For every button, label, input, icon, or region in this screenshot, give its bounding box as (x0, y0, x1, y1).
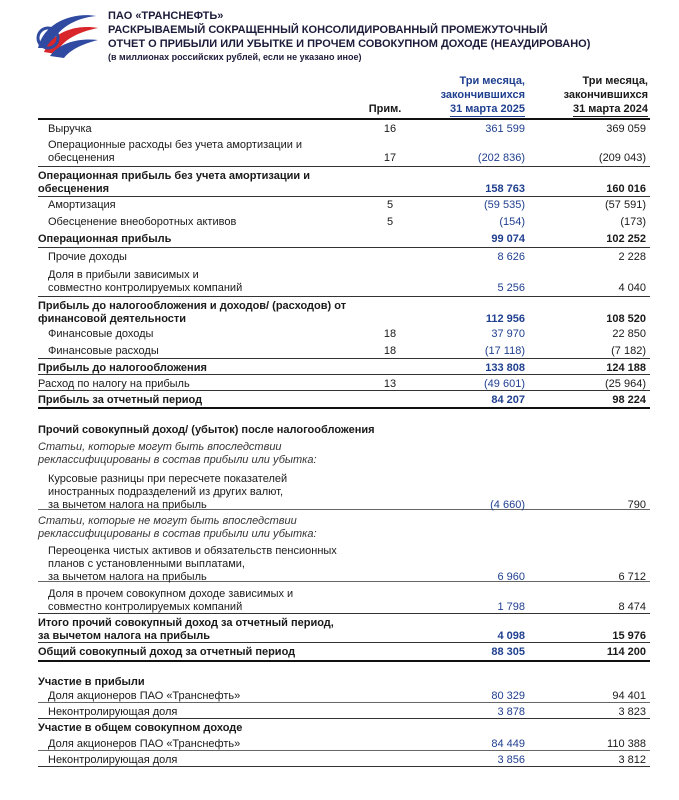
row-label-line: Выручка (48, 123, 92, 135)
row-label-line: Финансовые доходы (48, 328, 154, 340)
value-2025: (17 118) (484, 345, 525, 357)
value-2025: 5 256 (497, 282, 525, 294)
report-title-line2: ОТЧЕТ О ПРИБЫЛИ ИЛИ УБЫТКЕ И ПРОЧЕМ СОВОКУПНОМ ДОХОДЕ (НЕАУДИРОВАНО) (108, 38, 591, 50)
value-2025: (154) (499, 216, 525, 228)
value-2025: 84 207 (491, 394, 525, 406)
value-2025: 80 329 (491, 690, 525, 702)
value-2024: 114 200 (606, 646, 646, 658)
row-label (48, 690, 240, 703)
row-label-line: за вычетом налога на прибыль (48, 571, 207, 583)
value-2024: 790 (627, 499, 646, 511)
company-name: ПАО «ТРАНСНЕФТЬ» (108, 10, 224, 22)
column-header-2024-line3: 31 марта 2024 (572, 103, 648, 115)
value-2025: 1 798 (497, 601, 525, 613)
row-label-line: совместно контролируемых компаний (48, 282, 243, 294)
row-label-line: Неконтролирующая доля (48, 706, 178, 718)
row-divider (38, 660, 650, 662)
row-divider (38, 407, 650, 409)
row-label (48, 345, 159, 358)
row-label-line: Прибыль до налогообложения и доходов/ (расходов) от (38, 300, 347, 312)
row-label-line: реклассифицированы в состав прибыли или убытка: (38, 454, 317, 466)
value-2024: 124 188 (606, 362, 646, 374)
row-label-line: Участие в общем совокупном доходе (38, 722, 243, 734)
row-label (38, 515, 317, 541)
value-2025: 88 305 (491, 646, 525, 658)
value-2024: (173) (620, 216, 646, 228)
value-2024: 160 016 (606, 183, 646, 195)
value-2024: 110 388 (607, 738, 646, 750)
row-label (48, 139, 302, 165)
row-label-line: Неконтролирующая доля (48, 754, 178, 766)
row-label (38, 362, 207, 375)
value-2025: 99 074 (491, 233, 525, 245)
row-label (48, 473, 287, 512)
value-2024: 8 474 (618, 601, 646, 613)
row-label-line: Итого прочий совокупный доход за отчетный период, (38, 617, 334, 629)
row-divider (38, 196, 650, 197)
value-2024: 4 040 (618, 282, 646, 294)
value-2024: 3 823 (618, 706, 646, 718)
value-2024: (7 182) (611, 345, 646, 357)
value-2024: 98 224 (612, 394, 646, 406)
column-header-2025-line2: закончившихся (440, 89, 525, 101)
row-label (48, 269, 242, 295)
row-label-line: Прочий совокупный доход/ (убыток) после налогообложения (38, 424, 375, 436)
value-2025: 361 599 (485, 123, 525, 135)
row-label-line: Общий совокупный доход за отчетный период (38, 646, 296, 658)
column-header-2024 (540, 74, 648, 117)
row-divider (38, 247, 650, 248)
row-label (48, 588, 293, 614)
row-label (38, 300, 346, 326)
value-2025: 112 956 (485, 313, 525, 325)
row-label-line: Участие в прибыли (38, 676, 145, 688)
value-2025: (202 836) (477, 152, 525, 164)
column-header-2024-line1: Три месяца, (582, 75, 648, 87)
row-divider (38, 166, 650, 167)
row-label-line: Прибыль за отчетный период (38, 394, 203, 406)
value-2024: (209 043) (598, 152, 646, 164)
row-label-line: Статьи, которые не могут быть впоследствии (38, 515, 297, 527)
value-2025: 6 960 (497, 571, 525, 583)
units-note: (в миллионах российских рублей, если не указано иное) (108, 52, 362, 62)
value-2024: 3 812 (618, 754, 646, 766)
value-2024: (57 591) (605, 199, 646, 211)
column-header-2025-line1: Три месяца, (459, 75, 525, 87)
value-2024: 369 059 (606, 123, 646, 135)
row-label (38, 722, 242, 735)
value-2025: 8 626 (497, 251, 525, 263)
row-label (48, 545, 337, 584)
row-label (48, 123, 92, 136)
row-label-line: реклассифицированы в состав прибыли или убытка: (38, 528, 317, 540)
row-note-ref: 5 (386, 216, 394, 228)
row-label (38, 170, 310, 196)
row-label (48, 328, 153, 341)
value-2024: 102 252 (606, 233, 646, 245)
row-label-line: Доля акционеров ПАО «Транснефть» (48, 690, 241, 702)
row-divider (38, 296, 650, 297)
row-label-line: Финансовые расходы (48, 345, 159, 357)
row-note-ref: 16 (383, 123, 397, 135)
report-title-line1: РАСКРЫВАЕМЫЙ СОКРАЩЕННЫЙ КОНСОЛИДИРОВАННЫЙ ПРОМЕЖУТОЧНЫЙ (108, 24, 548, 36)
value-2024: 94 401 (612, 690, 646, 702)
value-2025: 37 970 (491, 328, 525, 340)
row-label-line: за вычетом налога на прибыль (48, 499, 207, 511)
row-label (48, 754, 177, 767)
transneft-logo (30, 8, 100, 62)
row-label (38, 617, 334, 643)
row-label (38, 646, 295, 659)
row-label-line: Доля акционеров ПАО «Транснефть» (48, 738, 241, 750)
row-label (48, 251, 127, 264)
value-2025: 133 808 (485, 362, 525, 374)
row-label-line: планов с установленными выплатами, (48, 558, 245, 570)
value-2025: 84 449 (491, 738, 525, 750)
row-label-line: Амортизация (48, 199, 116, 211)
row-label-line: Обесценение внеоборотных активов (48, 216, 237, 228)
column-header-2025 (420, 74, 525, 117)
value-2024: 108 520 (606, 313, 646, 325)
value-2024: 2 228 (618, 251, 646, 263)
row-label-line: финансовой деятельности (38, 313, 187, 325)
row-note-ref: 13 (383, 378, 397, 390)
value-2025: 4 098 (497, 630, 525, 642)
row-label (38, 378, 190, 391)
column-header-2025-line3: 31 марта 2025 (449, 103, 525, 115)
row-divider (38, 358, 650, 359)
row-label (38, 676, 145, 689)
row-label (48, 199, 116, 212)
row-label-line: Прочие доходы (48, 251, 127, 263)
row-label-line: обесценения (48, 152, 115, 164)
note-column-header: Прим. (368, 103, 402, 115)
row-label-line: Операционная прибыль без учета амортизации и (38, 170, 310, 182)
row-note-ref: 17 (383, 152, 397, 164)
row-label (48, 216, 236, 229)
value-2025: (49 601) (484, 378, 525, 390)
value-2025: 158 763 (485, 183, 525, 195)
row-label (48, 738, 240, 751)
row-label-line: Переоценка чистых активов и обязательств пенсионных (48, 545, 337, 557)
row-label-line: Прибыль до налогообложения (38, 362, 207, 374)
value-2024: (25 964) (605, 378, 646, 390)
value-2024: 15 976 (612, 630, 646, 642)
row-label (38, 394, 202, 407)
value-2024: 22 850 (612, 328, 646, 340)
row-label (38, 441, 317, 467)
row-label-line: иностранных подразделений из других валют, (48, 486, 284, 498)
row-label-line: за вычетом налога на прибыль (38, 630, 210, 642)
row-label-line: Статьи, которые могут быть впоследствии (38, 441, 282, 453)
row-label-line: Расход по налогу на прибыль (38, 378, 190, 390)
column-header-2024-line2: закончившихся (563, 89, 648, 101)
row-label-line: совместно контролируемых компаний (48, 601, 243, 613)
row-note-ref: 5 (386, 199, 394, 211)
row-label-line: Курсовые разницы при пересчете показателей (48, 473, 288, 485)
value-2025: (4 660) (490, 499, 525, 511)
row-divider (38, 118, 650, 120)
row-note-ref: 18 (383, 345, 397, 357)
row-label-line: Операционная прибыль (38, 233, 172, 245)
row-label-line: обесценения (38, 183, 110, 195)
value-2025: 3 878 (497, 706, 525, 718)
value-2025: (59 535) (484, 199, 525, 211)
row-label-line: Доля в прибыли зависимых и (48, 269, 199, 281)
row-label (48, 706, 177, 719)
row-note-ref: 18 (383, 328, 397, 340)
row-label-line: Доля в прочем совокупном доходе зависимых и (48, 588, 294, 600)
value-2024: 6 712 (618, 571, 646, 583)
row-label-line: Операционные расходы без учета амортизации и (48, 139, 303, 151)
value-2025: 3 856 (497, 754, 525, 766)
row-label (38, 233, 171, 246)
row-label (38, 424, 375, 437)
